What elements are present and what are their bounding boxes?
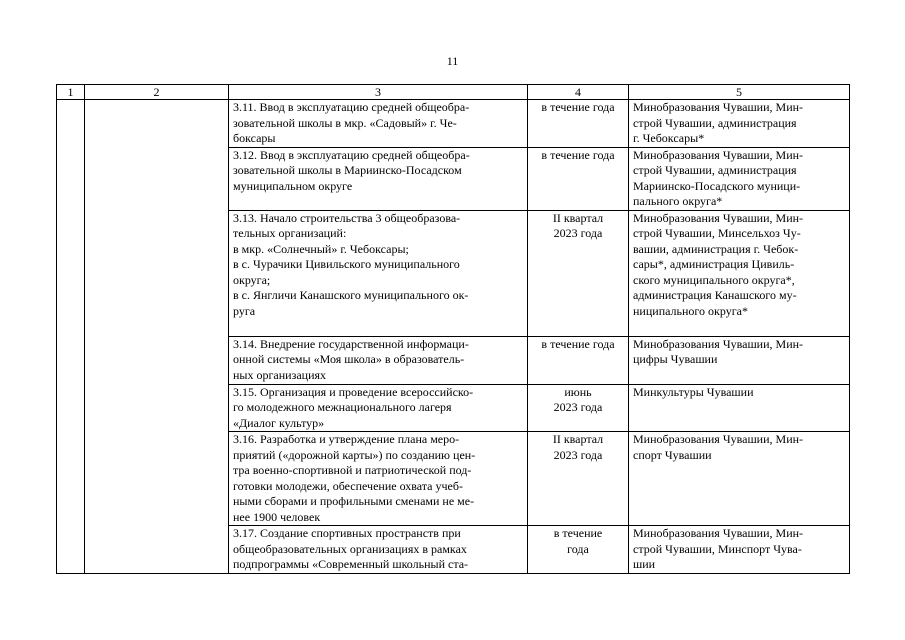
cell-number [57,336,85,384]
cell-goal [85,100,229,148]
cell-line: ных организациях [233,367,327,382]
cell-term [528,384,629,432]
cell-line: пального округа* [633,194,723,208]
table-row [57,526,850,574]
cell-line: строй Чувашии, Минсельхоз Чу- [633,226,801,240]
cell-number [57,526,85,574]
cell-event [229,526,528,574]
cell-line: Мариинско-Посадского муници- [633,178,801,193]
cell-number [57,384,85,432]
cell-line: Минобразования Чувашии, Мин- [633,336,804,351]
cell-term [528,210,629,336]
cell-goal [85,526,229,574]
plan-table [56,84,850,574]
cell-line: 3.12. Ввод в эксплуатацию средней общеобра- [233,147,470,162]
cell-term [528,147,629,210]
column-header-5: 5 [629,85,850,100]
cell-line: 2023 года [553,226,603,240]
cell-line: подпрограммы «Современный школьный ста- [233,557,469,571]
table-row [57,336,850,384]
cell-line: вашии, администрация г. Чебок- [633,241,799,256]
cell-line: 3.14. Внедрение государственной информаци- [233,336,469,351]
cell-event [229,147,528,210]
cell-line: шии [633,557,656,571]
column-header-1: 1 [57,85,85,100]
cell-line: тельных организаций: [233,226,347,240]
cell-line: Минобразования Чувашии, Мин- [633,432,804,446]
cell-event [229,336,528,384]
cell-line: 2023 года [553,447,603,462]
table-row [57,147,850,210]
cell-line: в с. Янгличи Канашского муниципального ок- [233,288,469,302]
cell-line: «Диалог культур» [233,415,325,430]
cell-line: в с. Чурачики Цивильского муниципального [233,257,460,271]
cell-line: в течение года [541,100,615,114]
cell-line: 3.16. Разработка и утверждение плана меро- [233,432,460,446]
cell-line: Минобразования Чувашии, Мин- [633,147,804,162]
cell-line: онной системы «Моя школа» в образователь- [233,352,465,366]
cell-line: Минобразования Чувашии, Мин- [633,526,804,540]
cell-line: 3.15. Организация и проведение всероссийско- [233,384,474,399]
cell-line: ными сборами и профильными сменами не ме- [233,494,475,508]
cell-line: строй Чувашии, администрация [633,163,797,177]
page-number: 11 [446,54,459,68]
cell-line: зовательной школы в Мариинско-Посадском [233,163,462,177]
cell-line: г. Чебоксары* [633,131,705,145]
column-header-2: 2 [85,85,229,100]
cell-line: июнь [564,384,592,399]
table-body [57,100,850,574]
table-row [57,100,850,148]
cell-line: общеобразовательных организациях в рамках [233,541,467,556]
cell-line: приятий («дорожной карты») по созданию цен- [233,447,476,462]
cell-executors [629,147,850,210]
cell-line: 3.17. Создание спортивных пространств при [233,526,461,540]
cell-line: в течение [553,526,603,540]
cell-line: 3.11. Ввод в эксплуатацию средней общеобра- [233,100,470,114]
cell-line: строй Чувашии, Минспорт Чува- [633,541,802,556]
cell-line: II квартал [552,432,604,446]
cell-goal [85,336,229,384]
table-row [57,210,850,336]
cell-event [229,100,528,148]
cell-line: в мкр. «Солнечный» г. Чебоксары; [233,241,409,256]
cell-line: строй Чувашии, администрация [633,115,797,130]
cell-executors [629,336,850,384]
cell-event [229,384,528,432]
cell-number [57,100,85,148]
cell-line: 3.13. Начало строительства 3 общеобразова- [233,210,461,225]
cell-goal [85,432,229,526]
cell-goal [85,384,229,432]
cell-line: спорт Чувашии [633,447,712,462]
cell-goal [85,210,229,336]
cell-line: готовки молодежи, обеспечение охвата учеб- [233,478,463,493]
cell-executors [629,384,850,432]
cell-line: муниципальном округе [233,178,353,193]
cell-goal [85,147,229,210]
cell-line: сары*, администрация Цивиль- [633,257,795,271]
cell-term [528,526,629,574]
cell-executors [629,432,850,526]
table-row [57,432,850,526]
cell-line: 2023 года [553,400,603,414]
cell-line: нее 1900 человек [233,509,321,524]
cell-term [528,100,629,148]
cell-term [528,336,629,384]
cell-number [57,432,85,526]
cell-number [57,147,85,210]
cell-line: в течение года [541,336,615,351]
cell-line: округа; [233,272,271,287]
cell-line: руга [233,303,256,318]
cell-line: Минкультуры Чувашии [633,384,754,399]
cell-term [528,432,629,526]
table-header-row [57,85,850,100]
cell-line: Минобразования Чувашии, Мин- [633,210,804,225]
column-header-4: 4 [528,85,629,100]
cell-line: администрация Канашского му- [633,288,797,302]
cell-line: ниципального округа* [633,303,748,318]
cell-line: II квартал [552,210,604,225]
cell-line: года [567,541,589,556]
cell-line: тра военно-спортивной и патриотической под- [233,463,472,477]
cell-executors [629,526,850,574]
cell-line: Минобразования Чувашии, Мин- [633,100,804,114]
table-row [57,384,850,432]
cell-executors [629,210,850,336]
cell-line: боксары [233,131,276,145]
cell-event [229,210,528,336]
cell-line: в течение года [541,147,615,162]
cell-line: зовательной школы в мкр. «Садовый» г. Че- [233,115,457,130]
cell-line: цифры Чувашии [633,352,718,366]
cell-line: ского муниципального округа*, [633,272,795,287]
cell-executors [629,100,850,148]
cell-line: го молодежного межнационального лагеря [233,400,452,414]
cell-event [229,432,528,526]
column-header-3: 3 [229,85,528,100]
cell-number [57,210,85,336]
